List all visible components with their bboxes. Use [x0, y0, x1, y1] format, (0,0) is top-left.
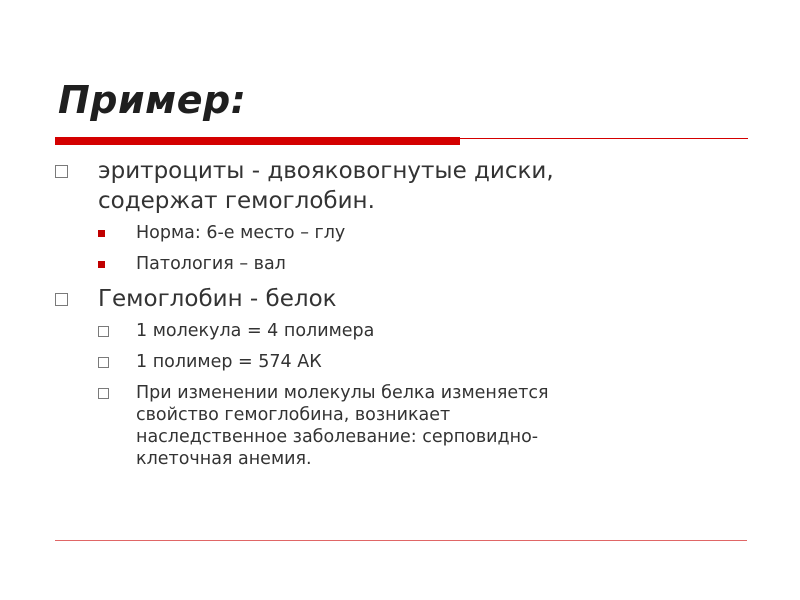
slide-title: Пример:	[58, 78, 247, 122]
footer-rule	[55, 540, 747, 541]
red-square-bullet-icon	[98, 230, 105, 237]
sub-list-item-text: Норма: 6-е место – глу	[136, 223, 346, 243]
sub-list-item-text: 1 полимер = 574 АК	[136, 352, 322, 372]
hollow-square-bullet-icon	[98, 357, 109, 368]
hollow-square-bullet-icon	[55, 293, 68, 306]
red-square-bullet-icon	[98, 261, 105, 268]
hollow-square-bullet-icon	[98, 326, 109, 337]
list-item-text: эритроциты - двояковогнутые диски, содержат гемоглобин.	[98, 158, 554, 214]
sub-list-item	[98, 382, 745, 470]
hollow-square-bullet-icon	[55, 165, 68, 178]
hollow-square-bullet-icon	[98, 388, 109, 399]
sub-list-item	[98, 222, 745, 244]
sub-list-item	[98, 351, 745, 373]
title-underline-thin	[460, 138, 748, 139]
sub-list-item-text: Патология – вал	[136, 254, 286, 274]
sub-list-item-text: При изменении молекулы белка изменяется свойство гемоглобина, возникает наследственное заболевание: серповидно- клеточная анемия.	[136, 383, 549, 469]
title-underline-thick	[55, 137, 460, 145]
sub-list-item	[98, 320, 745, 342]
sub-list	[98, 222, 745, 275]
sub-list	[98, 320, 745, 470]
list-item	[55, 284, 745, 314]
list-item-text: Гемоглобин - белок	[98, 286, 337, 312]
sub-list-item	[98, 253, 745, 275]
bullet-list	[55, 156, 745, 479]
list-item	[55, 156, 745, 216]
sub-list-item-text: 1 молекула = 4 полимера	[136, 321, 375, 341]
